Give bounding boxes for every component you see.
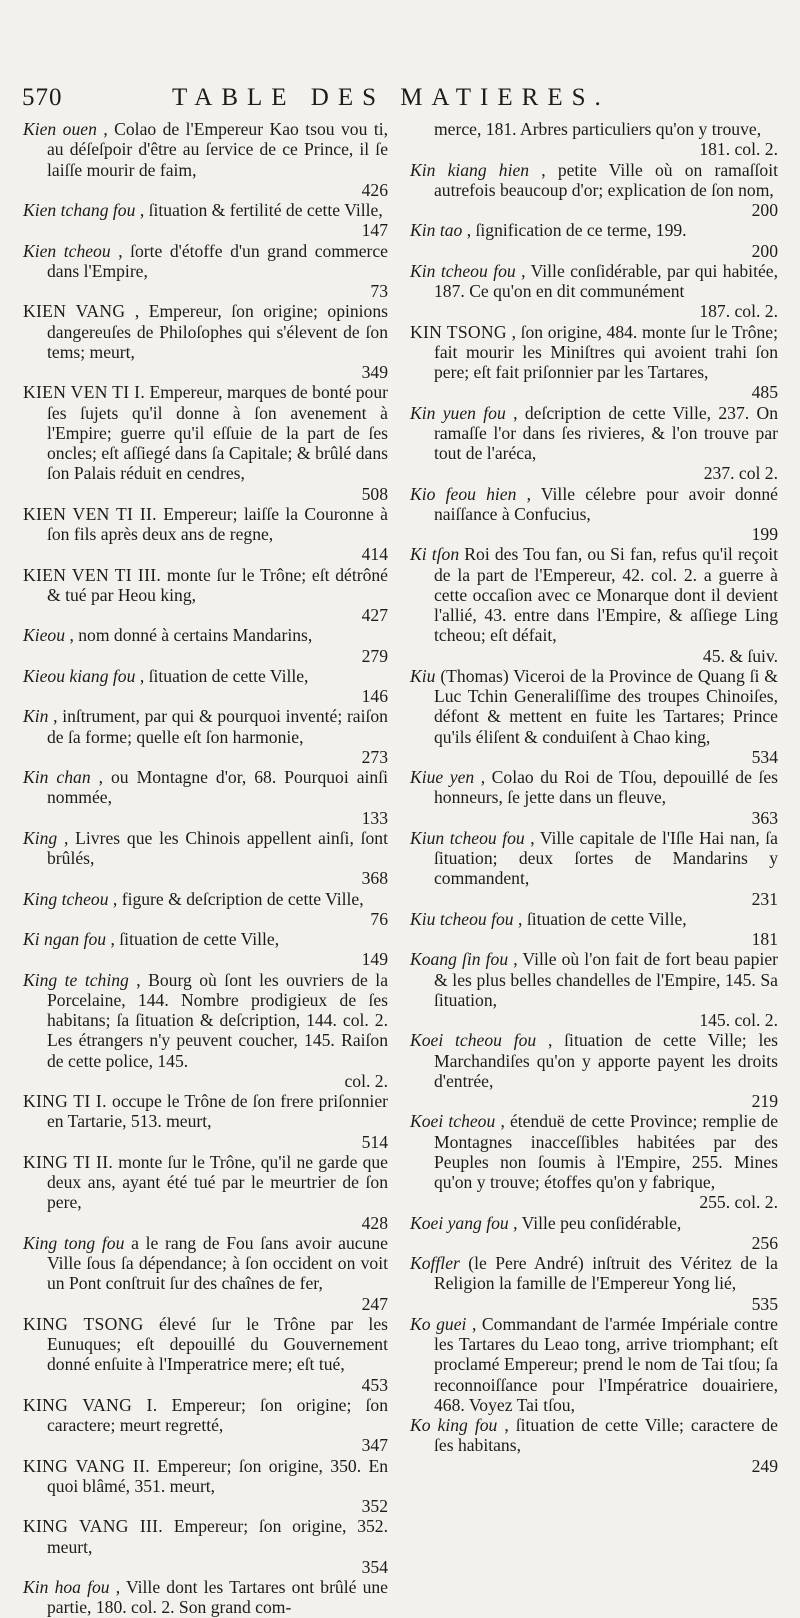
entry-page-ref: 187. col. 2. (699, 301, 778, 322)
entry-page-ref: 255. col. 2. (699, 1192, 778, 1213)
entry-headword: Kien ouen (23, 119, 97, 139)
entry-text: , Ville peu conſidérable, (513, 1212, 682, 1233)
index-entry (410, 1213, 778, 1254)
entry-page-ref: 508 (361, 483, 388, 504)
entry-text: , inſtrument, par qui & pourquoi inventé; raiſon de ſa forme; quelle eſt ſon harmonie, (47, 706, 388, 747)
entry-page-ref: 247 (361, 1293, 388, 1314)
entry-text: , Ville où l'on fait de fort beau papier & les plus belles chandelles de l'Empire, 145. Sa ſituation, (434, 949, 778, 1010)
index-entry (410, 767, 778, 828)
entry-page-ref: 354 (361, 1556, 388, 1577)
entry-headword: Koang ſin fou (410, 949, 509, 970)
index-entry (23, 200, 388, 241)
entry-headword: Kiu (410, 665, 436, 686)
page-title: TABLE DES MATIERES. (172, 84, 610, 111)
entry-text: , petite Ville où on ramaſſoit autrefois beaucoup d'or; explication de ſon nom, (434, 159, 778, 200)
entry-page-ref: 146 (361, 686, 388, 706)
entry-headword: Ki tſon (410, 544, 460, 565)
entry-headword: King te tching (23, 969, 129, 990)
entry-page-ref: 133 (361, 807, 388, 828)
entry-text: , ſituation de cette Ville; caractere de ſes habitans, (434, 1415, 778, 1456)
index-entry (410, 1111, 778, 1212)
entry-text: , Commandant de l'armée Impériale contre les Tartares du Leao tong, arrive triomphant; eſt proclamé Empereur; prend le nom de Tai tſou; ſa reconnoiſſance pour l'Impératrice douairiere, 468. Voyez Tai tſou, (434, 1313, 778, 1415)
index-entry (410, 544, 778, 666)
entry-text: , ſituation de cette Ville, (110, 929, 280, 949)
entry-text: élevé ſur le Trône par les Eunuques; eſt depouillé du Gouvernement donné enſuite à l'Imperatrice mere; eſt tué, (47, 1313, 388, 1375)
entry-text: , ſituation & fertilité de cette Ville, (139, 200, 383, 220)
entry-text: , deſcription de cette Ville, 237. On ramaſſe l'or dans ſes rivieres, & l'on trouve par tout de l'aréca, (434, 402, 778, 463)
entry-text: , Colao de l'Empereur Kao tsou vou ti, au déſeſpoir d'être au ſervice de ce Prince, il ſe laiſſe mourir de faim, (47, 119, 388, 180)
index-entry (23, 1456, 388, 1517)
index-entry (23, 706, 388, 767)
entry-text: , Ville dont les Tartares ont brûlé une partie, 180. col. 2. Son grand com- (47, 1577, 388, 1618)
entry-headword: KIN TSONG (410, 321, 507, 342)
entry-headword: KING VANG II. (23, 1455, 150, 1476)
index-entry (410, 828, 778, 909)
entry-headword: KING TSONG (23, 1313, 144, 1334)
entry-text: , Colao du Roi de Tſou, depouillé de ſes honneurs, ſe jette dans un fleuve, (434, 767, 778, 808)
index-entry (410, 322, 778, 403)
entry-headword: Kiun tcheou fou (410, 827, 525, 848)
page-number: 570 (22, 84, 63, 111)
entry-page-ref: 219 (751, 1091, 778, 1111)
entry-headword: KING TI II. (23, 1151, 114, 1172)
index-entry (410, 160, 778, 221)
index-entry (410, 261, 778, 322)
entry-page-ref: col. 2. (344, 1070, 388, 1091)
index-entry (23, 1091, 388, 1152)
index-entry (23, 241, 388, 302)
entry-headword: Kiue yen (410, 767, 475, 787)
entry-page-ref: 199 (751, 524, 778, 544)
entry-page-ref: 256 (751, 1232, 778, 1253)
index-entry (23, 382, 388, 504)
entry-headword: Kiu tcheou fou (410, 908, 514, 929)
entry-headword: Kieou kiang fou (23, 665, 136, 686)
entry-page-ref: 349 (361, 362, 388, 382)
index-entry (23, 119, 388, 200)
entry-headword: KING VANG III. (23, 1516, 164, 1537)
entry-page-ref: 181 (751, 929, 778, 949)
entry-headword: KIEN VANG (23, 301, 126, 322)
entry-headword: Kin tao (410, 220, 463, 241)
entry-page-ref: 414 (361, 544, 388, 565)
entry-page-ref: 73 (370, 281, 388, 301)
right-column (410, 119, 778, 1476)
entry-text: , Livres que les Chinois appellent ainſi, ſont brûlés, (47, 827, 388, 868)
entry-page-ref: 45. & ſuiv. (702, 645, 778, 666)
entry-text: , Bourg où ſont les ouvriers de la Porcelaine, 144. Nombre prodigieux de ſes habitans; ſa ſituation & deſcription, 144. col. 2. Les étrangers n'y peuvent coucher, 145. Raiſon de cette police, 145. (47, 969, 389, 1071)
index-entry (410, 220, 778, 261)
index-entry (23, 1516, 388, 1577)
index-entry (23, 767, 388, 828)
entry-headword: Kin tcheou fou (410, 260, 516, 281)
entry-headword: King tcheou (23, 888, 109, 909)
entry-text: , Ville célebre pour avoir donné naiſſance à Confucius, (434, 483, 778, 524)
entry-headword: Ko king fou (410, 1415, 498, 1435)
index-entry (410, 1415, 778, 1476)
entry-headword: Kieou (23, 625, 66, 646)
entry-text: monte ſur le Trône, qu'il ne garde que deux ans, ayant été tué par le meurtrier de ſon pere, (47, 1151, 388, 1213)
index-entry (23, 625, 388, 666)
entry-page-ref: 181. col. 2. (699, 139, 778, 160)
entry-text: merce, 181. Arbres particuliers qu'on y trouve, (434, 119, 762, 139)
entry-text: Empereur; ſon origine, 352. meurt, (47, 1516, 389, 1557)
index-entry (23, 666, 388, 707)
entry-headword: KING VANG I. (23, 1394, 158, 1415)
index-entry (23, 504, 388, 565)
index-entry (410, 1314, 778, 1415)
entry-headword: Kio feou hien (410, 483, 517, 504)
index-entry (410, 1253, 778, 1314)
index-entry (23, 828, 388, 889)
index-entry (23, 889, 388, 930)
index-entry (23, 1314, 388, 1395)
entry-text: , ſorte d'étoffe d'un grand commerce dans l'Empire, (47, 240, 388, 281)
index-entry (23, 970, 388, 1092)
entry-text: , nom donné à certains Mandarins, (69, 625, 313, 646)
entry-headword: Koei yang fou (410, 1212, 509, 1233)
entry-headword: Kin yuen fou (410, 402, 506, 423)
entry-text: Empereur; laiſſe la Couronne à ſon fils après deux ans de regne, (47, 503, 388, 544)
entry-page-ref: 237. col 2. (703, 463, 778, 484)
entry-headword: Ko guei (410, 1313, 467, 1334)
index-entry (410, 119, 778, 160)
entry-headword: Koei tcheou fou (410, 1030, 537, 1051)
index-entry (410, 949, 778, 1030)
entry-page-ref: 279 (361, 645, 388, 666)
entry-text: , ſignification de ce terme, 199. (466, 220, 687, 241)
entry-headword: KING TI I. (23, 1091, 107, 1111)
entry-text: , ſon origine, 484. monte ſur le Trône; fait mourir les Miniſtres qui avoient trahi ſon pere; eſt fait priſonnier par les Tartares, (434, 321, 778, 382)
entry-text: , ſituation de cette Ville; les Marchandiſes qu'on y apporte payent les droits d'entrée, (434, 1030, 779, 1091)
entry-page-ref: 273 (361, 746, 388, 767)
index-entry (23, 565, 388, 626)
entry-page-ref: 426 (361, 179, 388, 200)
entry-page-ref: 427 (361, 605, 388, 625)
entry-text: , Ville conſidérable, par qui habitée, 187. Ce qu'on en dit communément (434, 260, 778, 301)
entry-text: (Thomas) Viceroi de la Province de Quang ſi & Luc Tchin Generaliſſime des troupes Chinoiſes, défont & mettent en fuite les Tartares; Prince qu'ils éliſent & conduiſent à Chao king, (434, 665, 778, 747)
entry-page-ref: 352 (361, 1496, 388, 1516)
index-entry (410, 403, 778, 484)
index-entry (23, 1395, 388, 1456)
entry-text: Empereur; ſon origine; ſon caractere; meurt regretté, (47, 1394, 388, 1435)
entry-headword: KIEN VEN TI II. (23, 503, 157, 524)
entry-page-ref: 347 (361, 1435, 388, 1456)
index-entry (23, 301, 388, 382)
entry-headword: Kin chan (23, 767, 91, 787)
entry-text: occupe le Trône de ſon frere priſonnier en Tartarie, 513. meurt, (47, 1091, 388, 1132)
entry-headword: Kien tcheou (23, 240, 111, 261)
entry-text: , figure & deſcription de cette Ville, (112, 888, 364, 909)
entry-page-ref: 149 (361, 949, 388, 970)
entry-headword: Ki ngan fou (23, 929, 107, 949)
entry-text: , étenduë de cette Province; remplie de Montagnes inacceſſibles habitées par des Peuples non ſoumis à l'Empire, 255. Mines qu'on y trouve; étoffes qu'on y fabrique, (434, 1111, 778, 1192)
left-column (23, 119, 388, 1618)
entry-page-ref: 514 (361, 1131, 388, 1152)
entry-text: Empereur, marques de bonté pour ſes ſujets qu'il donne à ſon avenement à l'Empire; guerre qu'il eſſuie de la part de ſes oncles; eſt aſſiegé dans ſa Capitale; & brûlé dans ſon Palais réduit en cendres, (47, 382, 388, 484)
index-entry (410, 909, 778, 950)
entry-headword: Kin (23, 706, 49, 727)
entry-page-ref: 535 (751, 1293, 778, 1314)
index-entry (23, 1577, 388, 1618)
entry-text: , ſituation de cette Ville, (518, 908, 687, 929)
entry-page-ref: 200 (751, 240, 778, 261)
entry-page-ref: 231 (751, 888, 778, 909)
entry-text: a le rang de Fou ſans avoir aucune Ville ſous ſa dépendance; à ſon occident on voit un Pont conſtruit ſur des chaînes de fer, (47, 1232, 388, 1294)
index-entry (23, 1152, 388, 1233)
entry-page-ref: 363 (751, 807, 778, 828)
entry-headword: Kien tchang fou (23, 200, 136, 220)
index-entry (23, 929, 388, 970)
index-entry (410, 666, 778, 767)
entry-page-ref: 428 (361, 1212, 388, 1233)
entry-page-ref: 76 (370, 908, 388, 929)
entry-page-ref: 453 (361, 1374, 388, 1395)
entry-headword: Kin hoa fou (23, 1577, 110, 1597)
index-entry (410, 1030, 778, 1111)
entry-page-ref: 485 (751, 382, 778, 403)
entry-headword: Kin kiang hien (410, 159, 530, 180)
entry-text: , ou Montagne d'or, 68. Pourquoi ainſi nommée, (47, 767, 388, 808)
entry-page-ref: 249 (751, 1455, 778, 1476)
entry-text: (le Pere André) inſtruit des Véritez de la Religion la famille de l'Empereur Yong lié, (434, 1253, 778, 1294)
entry-headword: King (23, 827, 58, 848)
index-entry (410, 484, 778, 545)
entry-headword: Koffler (410, 1253, 460, 1273)
entry-headword: KIEN VEN TI III. (23, 564, 162, 585)
index-entry (23, 1233, 388, 1314)
entry-text: Empereur; ſon origine, 350. En quoi blâmé, 351. meurt, (47, 1455, 388, 1496)
entry-headword: Koei tcheou (410, 1111, 496, 1132)
entry-headword: KIEN VEN TI I. (23, 382, 146, 403)
entry-page-ref: 145. col. 2. (699, 1010, 778, 1030)
entry-text: , Empereur, ſon origine; opinions dangereuſes de Philoſophes qui s'élevent de ſon tems; meurt, (47, 301, 388, 362)
entry-text: monte ſur le Trône; eſt détrôné & tué par Heou king, (47, 564, 388, 605)
entry-headword: King tong fou (23, 1232, 125, 1253)
entry-page-ref: 534 (751, 746, 778, 767)
entry-page-ref: 200 (751, 200, 778, 220)
entry-page-ref: 147 (361, 220, 388, 241)
entry-text: , Ville capitale de l'Iſle Hai nan, ſa ſituation; deux ſortes de Mandarins y commandent, (434, 827, 778, 889)
entry-page-ref: 368 (361, 868, 388, 889)
entry-text: , ſituation de cette Ville, (139, 665, 309, 686)
entry-text: Roi des Tou fan, ou Si fan, refus qu'il reçoit de la part de l'Empereur, 42. col. 2. a guerre à cette occaſion avec ce Monarque dont il devient l'allié, 43. entre dans l'Empire, & aſſiege Ling tcheou; eſt défait, (434, 544, 778, 646)
